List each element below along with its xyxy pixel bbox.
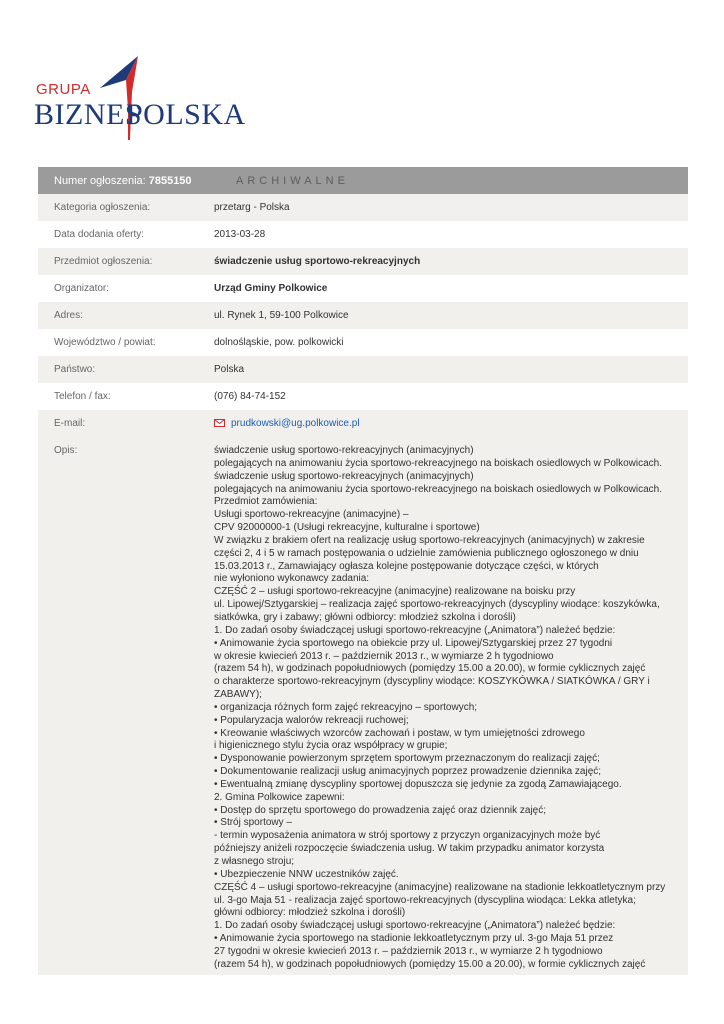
logo-polska: POLSKA — [126, 98, 246, 131]
description-line: ul. 3-go Maja 51 - realizacja zajęć sportowo-rekreacyjnych (dyscyplina wiodąca: Lekka atletyka; — [214, 894, 636, 906]
field-value: Urząd Gminy Polkowice — [214, 283, 328, 294]
field-label: Województwo / powiat: — [54, 337, 156, 348]
listing-number-value: 7855150 — [148, 174, 192, 187]
description-line: części 2, 4 i 5 w ramach postępowania o udzielnie zamówienia publicznego ogłoszonego w dniu — [214, 547, 639, 559]
description-line: świadczenie usług sportowo-rekreacyjnych (animacyjnych) — [214, 470, 474, 482]
description-line: (razem 54 h), w godzinach popołudniowych (pomiędzy 15.00 a 20.00), w formie cyklicznych zajęć — [214, 958, 646, 970]
archive-status: ARCHIWALNE — [236, 174, 349, 187]
description-line: • Animowanie życia sportowego na stadionie lekkoatletycznym przy ul. 3-go Maja 51 przez — [214, 933, 614, 945]
description-line: nie wyłoniono wykonawcy zadania: — [214, 573, 370, 585]
description-line: polegających na animowaniu życia sportowo-rekreacyjnego na boiskach osiedlowych w Polkowicach. — [214, 483, 663, 495]
description-line: CPV 92000000-1 (Usługi rekreacyjne, kulturalne i sportowe) — [214, 522, 480, 534]
field-label: Państwo: — [54, 364, 96, 375]
email-row — [38, 410, 688, 437]
listing-details — [38, 194, 688, 975]
listing-header — [38, 167, 688, 194]
description-line: o charakterze sportowo-rekreacyjnym (dyscypliny wiodące: KOSZYKÓWKA / SIATKÓWKA / GRY i — [214, 676, 650, 688]
field-row — [38, 248, 688, 275]
email-link[interactable]: prudkowski@ug.polkowice.pl — [231, 418, 360, 429]
description-line: • Dysponowanie powierzonym sprzętem sportowym przeznaczonym do realizacji zajęć; — [214, 753, 600, 765]
field-value: przetarg - Polska — [214, 202, 290, 213]
description-line: • Ewentualną zmianę dyscypliny sportowej dopuszcza się jedynie za zgodą Zamawiającego. — [214, 778, 622, 790]
field-label: Organizator: — [54, 283, 110, 294]
description-line: • organizacja różnych form zajęć rekreacyjno – sportowych; — [214, 701, 478, 713]
field-label: Data dodania oferty: — [54, 229, 145, 240]
description-line: Usługi sportowo-rekreacyjne (animacyjne) – — [214, 509, 409, 521]
field-row — [38, 383, 688, 410]
email-value-wrap — [214, 418, 688, 429]
description-line: w okresie kwiecień 2013 r. – październik 2013 r., w wymiarze 2 h tygodniowo — [214, 650, 554, 662]
description-line: główni odbiorcy: młodzież szkolna i dorośli) — [214, 907, 406, 919]
description-line: • Animowanie życia sportowego na obiekcie przy ul. Lipowej/Sztygarskiej przez 27 tygodni — [214, 637, 613, 649]
description-line: • Kreowanie właściwych wzorców zachowań i postaw, w tym umiejętności zdrowego — [214, 727, 585, 739]
description-line: z własnego stroju; — [214, 856, 295, 867]
description-line: • Dokumentowanie realizacji usług animacyjnych poprzez prowadzenie dziennika zajęć; — [214, 766, 602, 778]
field-value: ul. Rynek 1, 59-100 Polkowice — [214, 310, 349, 321]
field-label: Adres: — [54, 310, 83, 321]
description-line: • Strój sportowy – — [214, 817, 292, 829]
description-line: 27 tygodni w okresie kwiecień 2013 r. – październik 2013 r., w wymiarze 2 h tygodniowo — [214, 945, 603, 957]
logo-biznes: BIZNES — [34, 98, 142, 131]
description-line: 2. Gmina Polkowice zapewni: — [214, 791, 345, 803]
field-label: Kategoria ogłoszenia: — [54, 202, 151, 213]
description-line: • Popularyzacja walorów rekreacji ruchowej; — [214, 714, 409, 726]
field-value: 2013-03-28 — [214, 229, 266, 240]
description-line: • Ubezpieczenie NNW uczestników zajęć. — [214, 868, 399, 880]
description-line: i higienicznego stylu życia oraz współpracy w grupie; — [214, 740, 448, 752]
field-row — [38, 275, 688, 302]
mail-icon — [214, 419, 225, 427]
field-label: Telefon / fax: — [54, 391, 111, 402]
logo — [34, 52, 246, 142]
description-line: W związku z brakiem ofert na realizację usług sportowo-rekreacyjnych (animacyjnych) w zakresie — [214, 534, 645, 546]
description-line: późniejszy aniżeli rozpoczęcie świadczenia usług. W takim przypadku animator korzysta — [214, 843, 605, 855]
description-line: polegających na animowaniu życia sportowo-rekreacyjnego na boiskach osiedlowych w Polkowicach. — [214, 457, 663, 469]
field-value: Polska — [214, 364, 245, 375]
field-value: świadczenie usług sportowo-rekreacyjnych — [214, 256, 421, 267]
description-line: 1. Do zadań osoby świadczącej usługi sportowo-rekreacyjne („Animatora”) należeć będzie: — [214, 624, 616, 636]
logo-grupa: GRUPA — [36, 81, 91, 98]
description-line: ul. Lipowej/Sztygarskiej – realizacja zajęć sportowo-rekreacyjnych (dyscypliny wiodące: koszykówka, — [214, 599, 660, 611]
description-label: Opis: — [54, 445, 78, 456]
field-row — [38, 194, 688, 221]
description-line: (razem 54 h), w godzinach popołudniowych (pomiędzy 15.00 a 20.00), w formie cyklicznych zajęć — [214, 663, 646, 675]
description-line: siatkówka, gry i zabawy; główni odbiorcy: młodzież szkolna i dorośli) — [214, 611, 516, 623]
description-line: CZĘŚĆ 4 – usługi sportowo-rekreacyjne (animacyjne) realizowane na stadionie lekkoatletycznym przy — [214, 881, 666, 893]
description-line: • Dostęp do sprzętu sportowego do prowadzenia zajęć oraz dziennik zajęć; — [214, 804, 547, 816]
listing-number-label: Numer ogłoszenia: — [54, 174, 146, 187]
description-line: Przedmiot zamówienia: — [214, 496, 318, 508]
field-label: Przedmiot ogłoszenia: — [54, 256, 153, 267]
description-line: ZABAWY); — [214, 689, 262, 701]
email-label: E-mail: — [54, 418, 86, 429]
field-row — [38, 356, 688, 383]
field-value: (076) 84-74-152 — [214, 391, 286, 402]
description-line: - termin wyposażenia animatora w strój sportowy z przyczyn organizacyjnych może być — [214, 830, 601, 842]
description-line: 15.03.2013 r., Zamawiający ogłasza kolejne postępowanie dotyczące części, w których — [214, 560, 599, 572]
field-row — [38, 221, 688, 248]
description-line: CZĘŚĆ 2 – usługi sportowo-rekreacyjne (animacyjne) realizowane na boisku przy — [214, 586, 576, 598]
description-line: 1. Do zadań osoby świadczącej usługi sportowo-rekreacyjne („Animatora”) należeć będzie: — [214, 920, 616, 932]
field-row — [38, 302, 688, 329]
description-line: świadczenie usług sportowo-rekreacyjnych (animacyjnych) — [214, 445, 474, 456]
description-body — [214, 445, 688, 975]
field-row — [38, 329, 688, 356]
description-row — [38, 437, 688, 975]
field-value: dolnośląskie, pow. polkowicki — [214, 337, 344, 348]
